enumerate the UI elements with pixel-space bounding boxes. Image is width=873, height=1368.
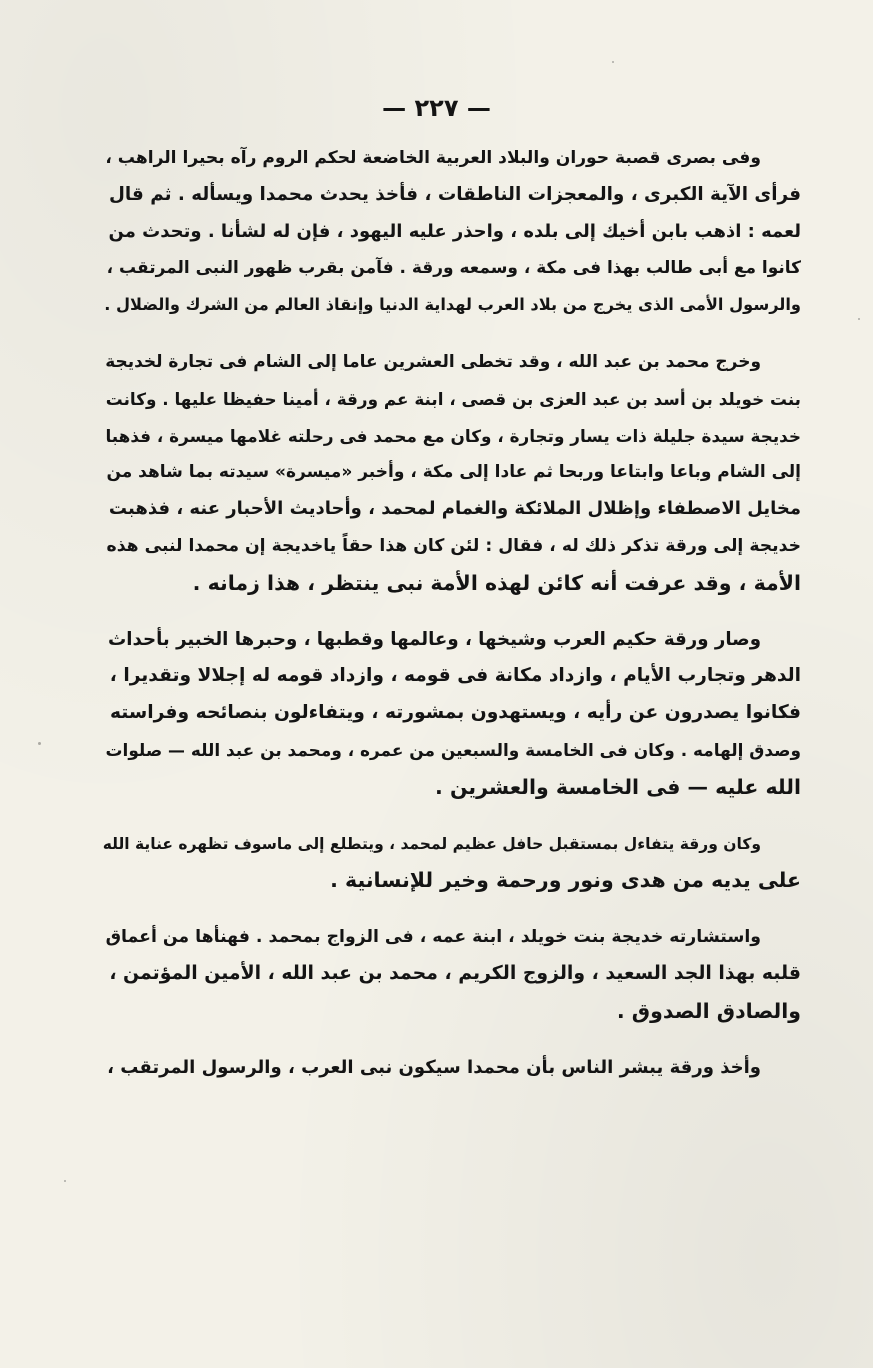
text-line: الدهر وتجارب الأيام ، وازداد مكانة فى قومه ، وازداد قومه له إجلالا وتقديرا ،: [109, 665, 801, 687]
text-line: وكان ورقة يتفاءل بمستقبل حافل عظيم لمحمد ، ويتطلع إلى ماسوف تظهره عناية الله: [102, 834, 761, 853]
scan-speck: [64, 1180, 66, 1182]
scan-speck: [858, 318, 860, 320]
text-line: خديجة سيدة جليلة ذات يسار وتجارة ، وكان مع محمد فى رحلته غلامها ميسرة ، فذهبا: [105, 425, 801, 446]
text-line: فرأى الآية الكبرى ، والمعجزات الناطقات ، فأخذ يحدث محمدا ويسأله . ثم قال: [108, 183, 801, 205]
paragraph-5: [98, 919, 843, 1029]
paragraph-6: [98, 1050, 843, 1087]
text-line: وفى بصرى قصبة حوران والبلاد العربية الخاضعة لحكم الروم رآه بحيرا الراهب ،: [105, 148, 761, 168]
scan-speck: [38, 742, 41, 745]
page-number: — ٢٢٧ —: [382, 94, 491, 122]
text-line: إلى الشام وباعا وابتاعا وربحا ثم عادا إلى مكة ، وأخبر «ميسرة» سيدته بما شاهد من: [106, 462, 801, 483]
paragraph-4: [98, 826, 843, 900]
scan-speck: [612, 61, 614, 63]
paragraph-2: [98, 344, 843, 602]
text-line: على يديه من هدى ونور ورحمة وخير للإنسانية .: [330, 868, 801, 893]
paragraph-1: [98, 140, 843, 324]
text-line: والصادق الصدوق .: [616, 998, 801, 1023]
text-line: مخايل الاصطفاء وإظلال الملائكة والغمام لمحمد ، وأحاديث الأحبار عنه ، فذهبت: [108, 498, 801, 520]
paragraph-3: [98, 622, 843, 806]
text-line: فكانوا يصدرون عن رأيه ، ويستهدون بمشورته ، ويتفاءلون بنصائحه وفراسته: [109, 702, 801, 724]
text-line: واستشارته خديجة بنت خويلد ، ابنة عمه ، فى الزواج بمحمد . فهنأها من أعماق: [105, 927, 761, 948]
text-line: وصدق إلهامه . وكان فى الخامسة والسبعين من عمره ، ومحمد بن عبد الله — صلوات: [105, 739, 801, 760]
text-line: بنت خويلد بن أسد بن عبد العزى بن قصى ، ابنة عم ورقة ، أمينا حفيظا عليها . وكانت: [105, 388, 801, 409]
text-line: الأمة ، وقد عرفت أنه كائن لهذه الأمة نبى ينتظر ، هذا زمانه .: [192, 570, 801, 595]
text-line: وأخذ ورقة يبشر الناس بأن محمدا سيكون نبى العرب ، والرسول المرتقب ،: [107, 1056, 761, 1078]
body-text: [98, 140, 843, 1106]
text-line: خديجة إلى ورقة تذكر ذلك له ، فقال : لئن كان هذا حقاً ياخديجة إن محمدا لنبى هذه: [106, 535, 801, 556]
text-line: لعمه : اذهب بابن أخيك إلى بلده ، واحذر عليه اليهود ، فإن له لشأنا . وتحدث من: [108, 220, 801, 242]
text-line: وصار ورقة حكيم العرب وشيخها ، وعالمها وقطبها ، وحبرها الخبير بأحداث: [108, 628, 761, 650]
text-line: الله عليه — فى الخامسة والعشرين .: [435, 774, 801, 799]
text-line: والرسول الأمى الذى يخرج من بلاد العرب لهداية الدنيا وإنقاذ العالم من الشرك والضلال .: [104, 295, 801, 315]
text-line: وخرج محمد بن عبد الله ، وقد تخطى العشرين عاما إلى الشام فى تجارة لخديجة: [105, 351, 761, 372]
text-line: قلبه بهذا الجد السعيد ، والزوج الكريم ، محمد بن عبد الله ، الأمين المؤتمن ،: [109, 962, 801, 984]
text-line: كانوا مع أبى طالب بهذا فى مكة ، وسمعه ورقة . فآمن بقرب ظهور النبى المرتقب ،: [106, 258, 801, 279]
